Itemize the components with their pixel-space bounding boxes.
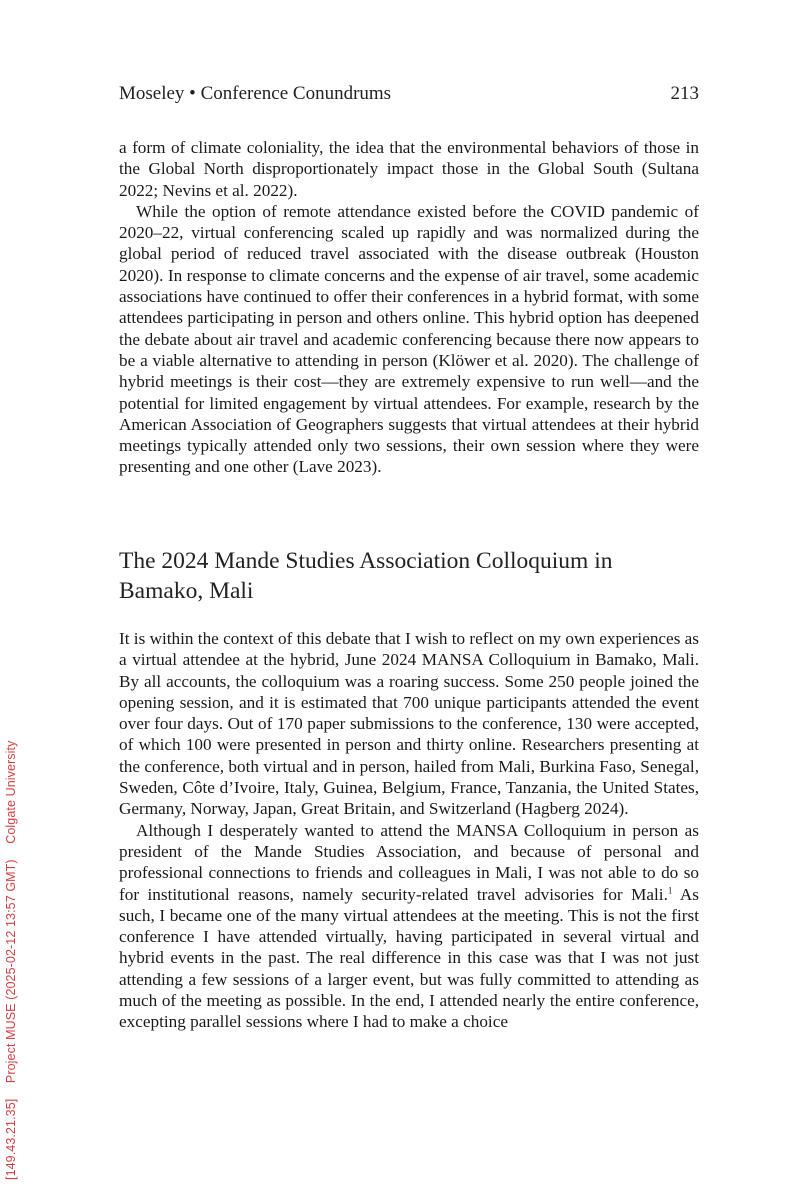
running-head-title: Moseley • Conference Conundrums <box>119 83 392 104</box>
download-stamp-source: Project MUSE (2025-02-12 13:57 GMT) <box>4 859 18 1084</box>
paragraph-context: It is within the context of this debate that I wish to reflect on my own experiences as a virtual attendee at the hybrid, June 2024 MANSA Colloquium in Bamako, Mali. By all accounts, the colloquium was a roaring success. Some 250 people joined the opening session, and it is estimated that 700 unique participants attended the event over four days. Out of 170 paper submissions to the conference, 130 were accepted, of which 100 were presented in person and thirty online. Researchers presenting at the conference, both virtual and in person, hailed from Mali, Burkina Faso, Senegal, Sweden, Côte d’Ivoire, Italy, Guinea, Belgium, France, Tanzania, the United States, Germany, Norway, Japan, Great Britain, and Switzerland (Hagberg 2024). <box>119 629 699 819</box>
download-stamp-institution: Colgate University <box>4 740 18 844</box>
footnote-marker[interactable]: 1 <box>667 884 673 895</box>
page-number: 213 <box>670 83 699 104</box>
running-head <box>119 82 699 106</box>
download-stamp-ip: [149.43.21.35] <box>4 1098 18 1180</box>
paragraph-continued: a form of climate coloniality, the idea that the environmental behaviors of those in the Global North disproportionately impact those in the Global South (Sultana 2022; Nevins et al. 2022). <box>119 138 699 200</box>
section-one-text <box>119 137 699 478</box>
paragraph-remote-attendance: While the option of remote attendance existed before the COVID pandemic of 2020–22, virtual conferencing scaled up rapidly and was normalized during the global period of reduced travel associated with the disease outbreak (Houston 2020). In response to climate concerns and the expense of air travel, some academic associations have continued to offer their conferences in a hybrid format, with some attendees participating in person and others online. This hybrid option has deepened the debate about air travel and academic conferencing because there now appears to be a viable alternative to attending in person (Klöwer et al. 2020). The challenge of hybrid meetings is their cost—they are extremely expensive to run well—and the potential for limited engagement by virtual attendees. For example, research by the American Association of Geographers suggests that virtual attendees at their hybrid meetings typically attended only two sessions, their own session where they were presenting and one other (Lave 2023). <box>119 201 699 477</box>
section-two-text <box>119 628 699 1033</box>
download-stamp <box>4 741 18 1180</box>
section-heading: The 2024 Mande Studies Association Colloquium in Bamako, Mali <box>119 548 613 604</box>
paragraph-virtual-attendee <box>119 820 699 1033</box>
paragraph-text-after-note: As such, I became one of the many virtual attendees at the meeting. This is not the first conference I have attended virtually, having participated in several virtual and hybrid events in the past. The real difference in this case was that I was not just attending a few sessions of a larger event, but was fully committed to attending as much of the meeting as possible. In the end, I attended nearly the entire conference, excepting parallel sessions where I had to make a choice <box>119 884 699 1032</box>
paragraph-text-before-note: Although I desperately wanted to attend the MANSA Colloquium in person as president of the Mande Studies Association, and because of personal and professional connections to friends and colleagues in Mali, I was not able to do so for institutional reasons, namely security-related travel advisories for Mali. <box>119 820 699 904</box>
